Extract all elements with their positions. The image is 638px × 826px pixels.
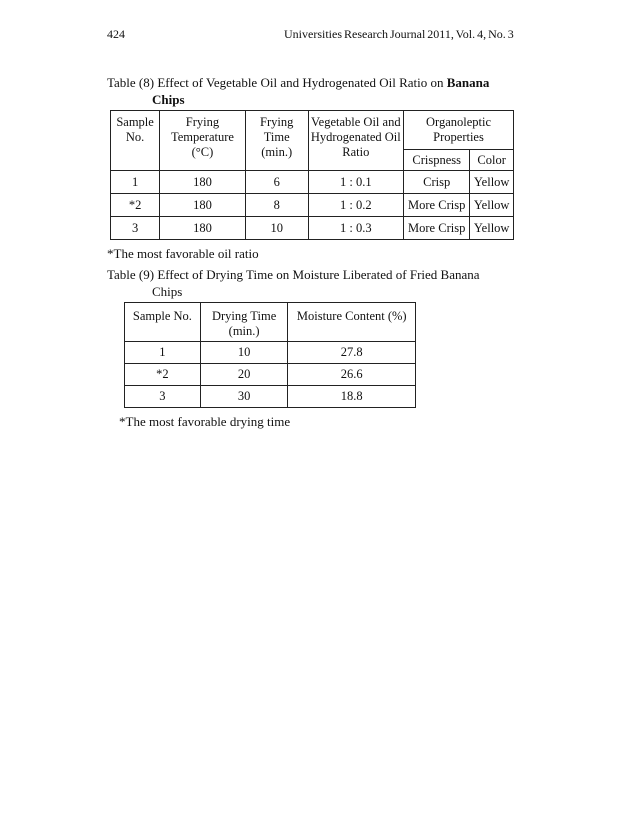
th-moisture: Moisture Content (%) — [288, 303, 416, 342]
cell: 10 — [200, 342, 288, 364]
cell: 10 — [245, 217, 308, 240]
table8-note: *The most favorable oil ratio — [107, 246, 259, 261]
cell: 1 — [125, 342, 201, 364]
cell: 6 — [245, 171, 308, 194]
cell: Crisp — [404, 171, 470, 194]
table9-caption — [107, 266, 480, 300]
table-row — [125, 364, 416, 386]
cell: 180 — [160, 171, 246, 194]
cell: 27.8 — [288, 342, 416, 364]
th-oil-ratio: Vegetable Oil and Hydrogenated Oil Ratio — [308, 111, 403, 171]
cell: *2 — [111, 194, 160, 217]
table9-caption-cont: Chips — [152, 284, 183, 299]
table-row — [111, 194, 514, 217]
cell: Yellow — [470, 217, 514, 240]
cell: More Crisp — [404, 217, 470, 240]
table8-caption-bold-cont: Chips — [152, 92, 185, 107]
th-color: Color — [470, 150, 514, 171]
cell: More Crisp — [404, 194, 470, 217]
th-sample-no: Sample No. — [125, 303, 201, 342]
cell: 26.6 — [288, 364, 416, 386]
cell: 1 : 0.1 — [308, 171, 403, 194]
table9 — [124, 302, 416, 408]
table-row — [125, 342, 416, 364]
cell: 3 — [125, 386, 201, 408]
cell: 1 — [111, 171, 160, 194]
th-drying-time: Drying Time (min.) — [200, 303, 288, 342]
cell: 3 — [111, 217, 160, 240]
table-row — [111, 217, 514, 240]
th-organoleptic: Organoleptic Properties — [404, 111, 514, 150]
page-number: 424 — [107, 27, 125, 41]
table9-caption-text: Table (9) Effect of Drying Time on Moisture Liberated of Fried Banana — [107, 267, 480, 282]
table8-caption — [107, 74, 489, 108]
table8 — [110, 110, 514, 240]
cell: *2 — [125, 364, 201, 386]
th-crispness: Crispness — [404, 150, 470, 171]
th-frying-time: Frying Time (min.) — [245, 111, 308, 171]
table8-header-row — [111, 111, 514, 150]
table-row — [111, 171, 514, 194]
cell: 1 : 0.3 — [308, 217, 403, 240]
running-header: Universities Research Journal 2011, Vol. 4, No. 3 — [284, 27, 514, 41]
table9-header-row — [125, 303, 416, 342]
table-row — [125, 386, 416, 408]
cell: Yellow — [470, 194, 514, 217]
cell: 1 : 0.2 — [308, 194, 403, 217]
cell: 18.8 — [288, 386, 416, 408]
th-frying-temp: Frying Temperature (°C) — [160, 111, 246, 171]
th-sample-no: Sample No. — [111, 111, 160, 171]
table8-caption-text: Table (8) Effect of Vegetable Oil and Hydrogenated Oil Ratio on — [107, 75, 447, 90]
cell: 20 — [200, 364, 288, 386]
cell: 180 — [160, 194, 246, 217]
cell: 8 — [245, 194, 308, 217]
table9-note: *The most favorable drying time — [119, 414, 291, 429]
cell: Yellow — [470, 171, 514, 194]
cell: 30 — [200, 386, 288, 408]
table8-caption-bold: Banana — [446, 75, 490, 90]
cell: 180 — [160, 217, 246, 240]
